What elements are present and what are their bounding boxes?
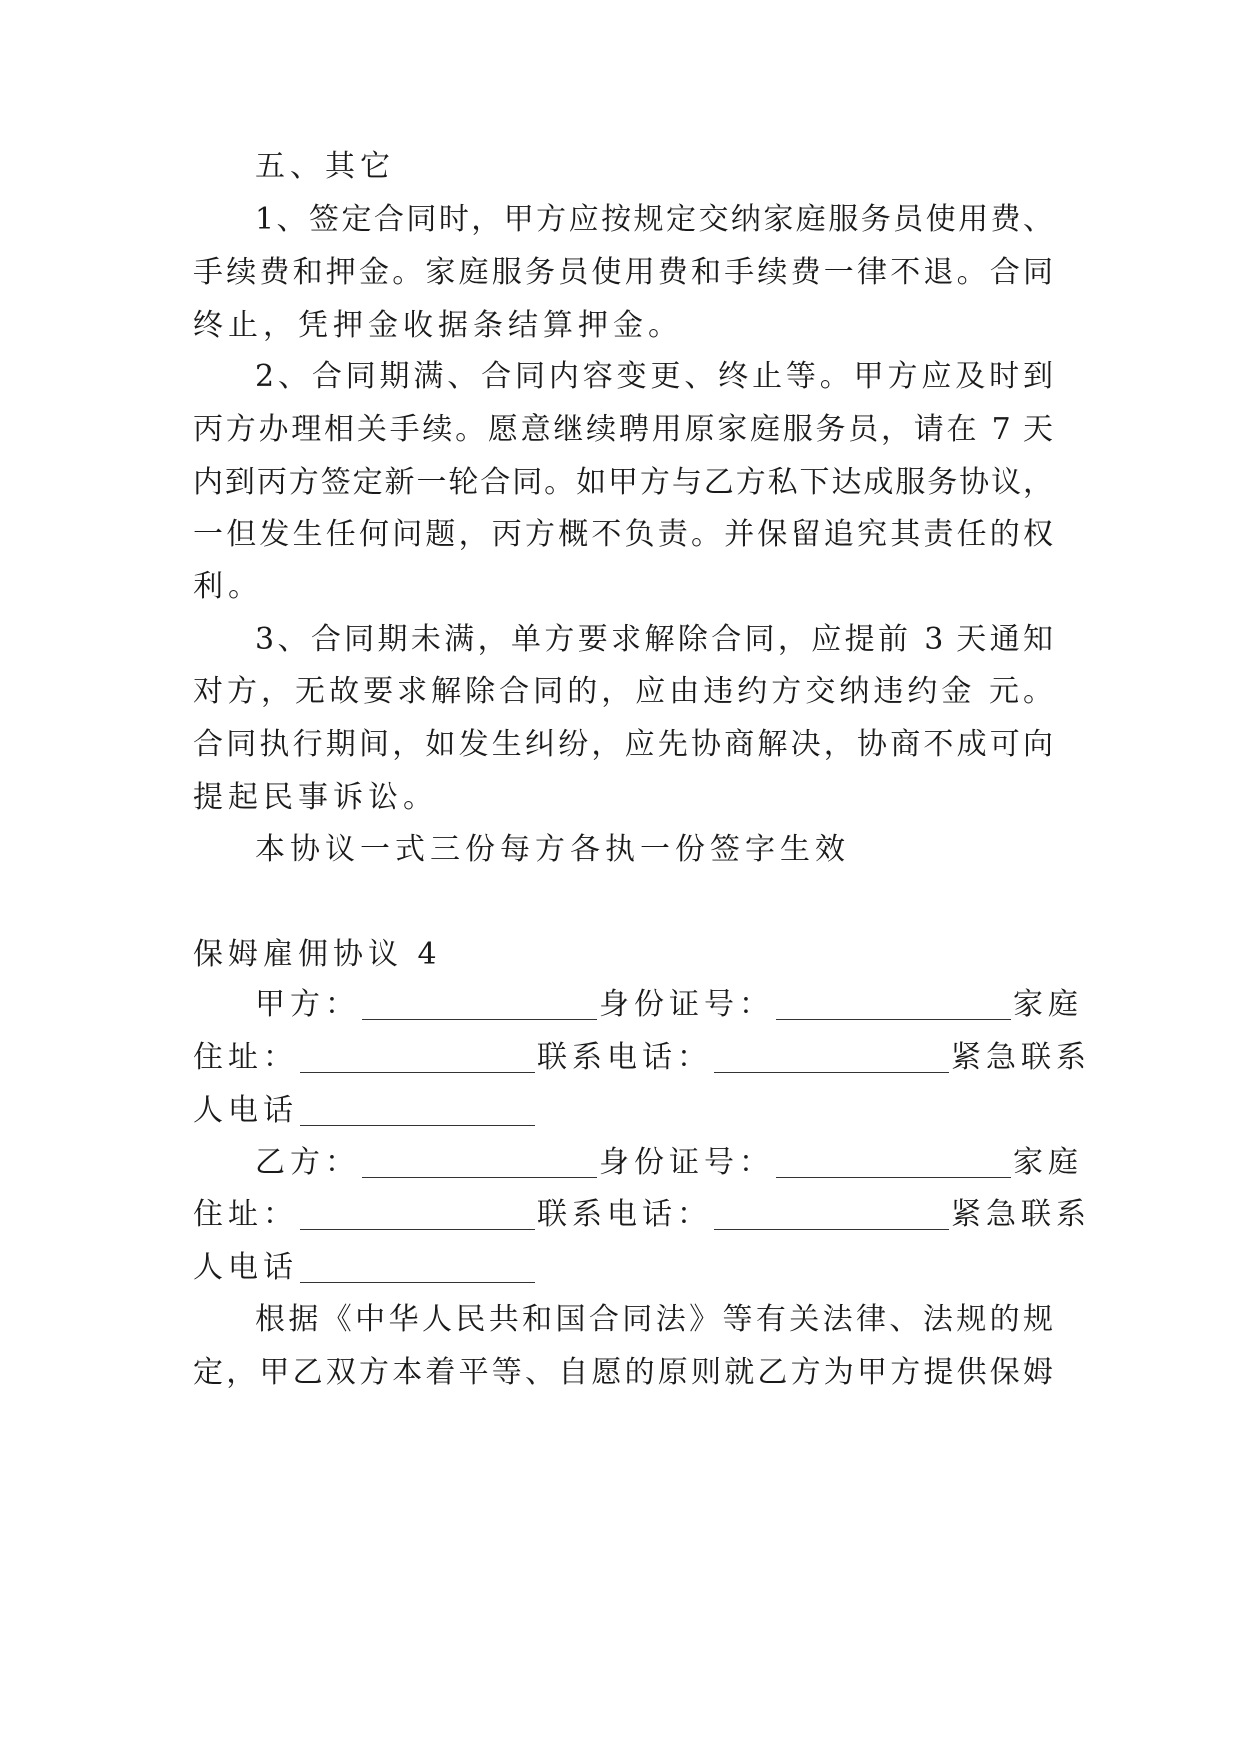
closing-statement: 本协议一式三份每方各执一份签字生效 <box>255 832 850 867</box>
party-b-emergency-label-1: 紧急联系 <box>951 1197 1091 1232</box>
party-a-label: 甲方： <box>255 987 360 1022</box>
clause-1-line-2: 手续费和押金。家庭服务员使用费和手续费一律不退。合同 <box>193 255 1053 290</box>
party-a-name-field[interactable] <box>362 991 597 1020</box>
party-a-address-field[interactable] <box>300 1044 535 1073</box>
party-a-emergency-label-1: 紧急联系 <box>951 1040 1091 1075</box>
party-a-id-field[interactable] <box>776 991 1011 1020</box>
clause-3-line-3: 合同执行期间，如发生纠纷，应先协商解决，协商不成可向 <box>193 727 1053 762</box>
basis-line-1: 根据《中华人民共和国合同法》等有关法律、法规的规 <box>255 1302 1053 1337</box>
party-b-address-field[interactable] <box>300 1201 535 1230</box>
party-b-line-2 <box>193 1195 1091 1235</box>
party-a-emergency-field[interactable] <box>300 1097 535 1126</box>
party-b-emergency-label-2: 人电话 <box>193 1250 298 1285</box>
party-a-phone-field[interactable] <box>714 1044 949 1073</box>
clause-2-line-5: 利。 <box>193 569 263 604</box>
party-b-phone-label: 联系电话： <box>537 1197 712 1232</box>
document-title: 保姆雇佣协议 4 <box>193 937 442 972</box>
party-b-address-label-2: 住址： <box>193 1197 298 1232</box>
party-b-line-3 <box>193 1248 1053 1288</box>
party-a-emergency-label-2: 人电话 <box>193 1093 298 1128</box>
party-b-address-label-1: 家庭 <box>1013 1145 1083 1180</box>
party-a-line-2 <box>193 1038 1091 1078</box>
party-b-phone-field[interactable] <box>714 1201 949 1230</box>
clause-2-line-3: 内到丙方签定新一轮合同。如甲方与乙方私下达成服务协议， <box>193 465 1053 500</box>
clause-2-line-1: 2、合同期满、合同内容变更、终止等。甲方应及时到 <box>255 359 1053 394</box>
clause-3-line-2: 对方，无故要求解除合同的，应由违约方交纳违约金 元。 <box>193 674 1053 709</box>
party-b-emergency-field[interactable] <box>300 1254 535 1283</box>
party-a-line-3 <box>193 1091 1053 1131</box>
clause-1-line-3: 终止，凭押金收据条结算押金。 <box>193 308 683 343</box>
clause-1-line-1: 1、签定合同时，甲方应按规定交纳家庭服务员使用费、 <box>255 202 1053 237</box>
party-b-label: 乙方： <box>255 1145 360 1180</box>
clause-2-line-2: 丙方办理相关手续。愿意继续聘用原家庭服务员，请在 7 天 <box>193 412 1053 447</box>
party-a-address-label-2: 住址： <box>193 1040 298 1075</box>
party-a-phone-label: 联系电话： <box>537 1040 712 1075</box>
party-a-line-1 <box>255 985 1115 1025</box>
party-a-id-label: 身份证号： <box>599 987 774 1022</box>
clause-2-line-4: 一但发生任何问题，丙方概不负责。并保留追究其责任的权 <box>193 517 1053 552</box>
clause-3-line-4: 提起民事诉讼。 <box>193 780 438 815</box>
party-b-id-label: 身份证号： <box>599 1145 774 1180</box>
party-b-name-field[interactable] <box>362 1149 597 1178</box>
basis-line-2: 定，甲乙双方本着平等、自愿的原则就乙方为甲方提供保姆 <box>193 1355 1053 1390</box>
section-heading: 五、其它 <box>255 149 395 184</box>
party-a-address-label-1: 家庭 <box>1013 987 1083 1022</box>
party-b-id-field[interactable] <box>776 1149 1011 1178</box>
clause-3-line-1: 3、合同期未满，单方要求解除合同，应提前 3 天通知 <box>255 622 1053 657</box>
party-b-line-1 <box>255 1143 1115 1183</box>
